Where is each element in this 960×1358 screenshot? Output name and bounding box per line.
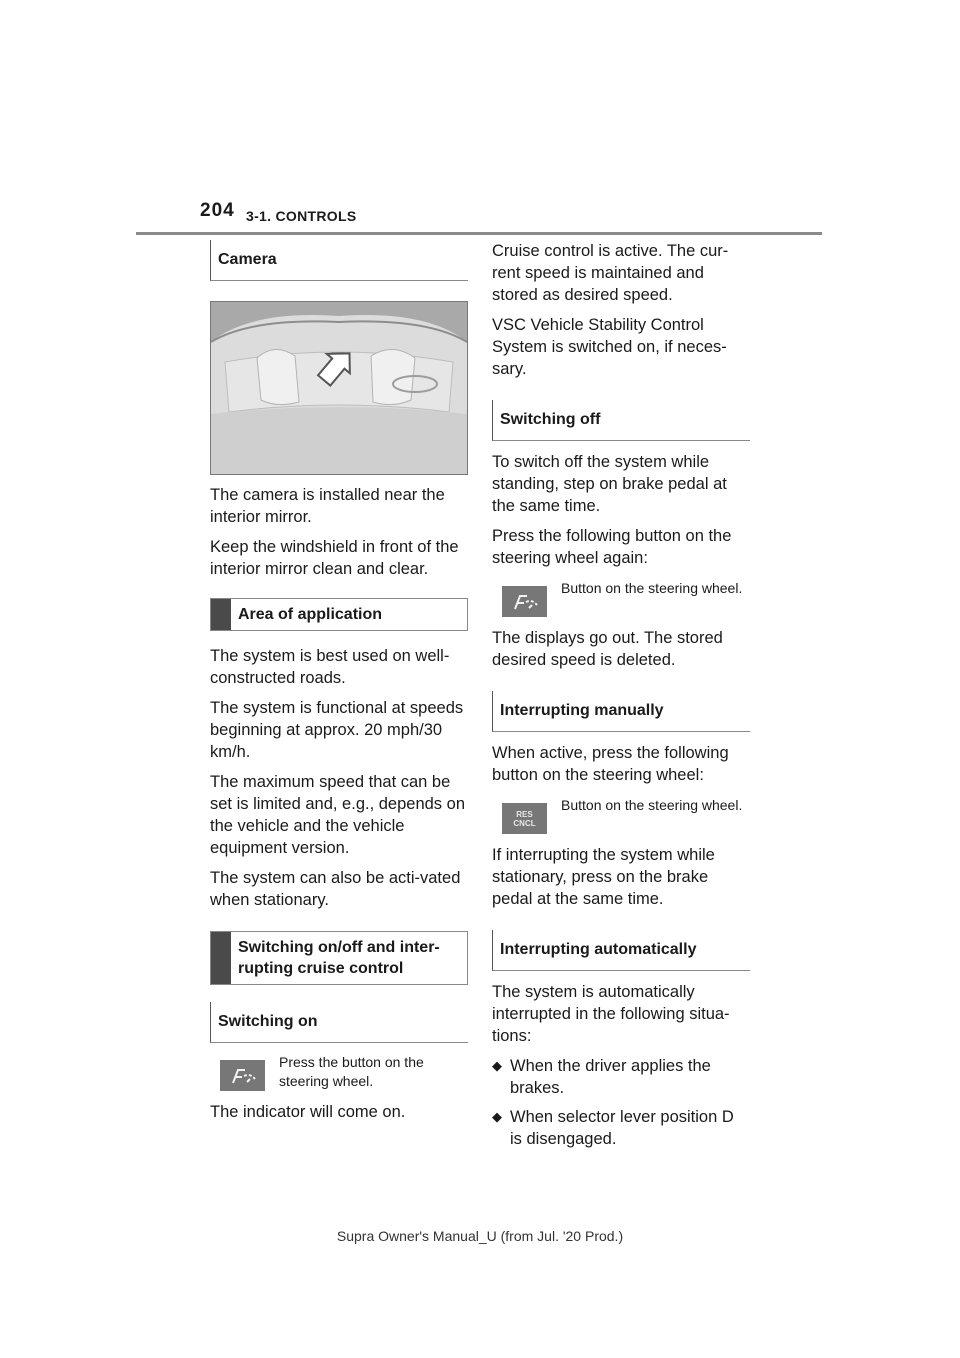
switching-off-text-1: To switch off the system while standing, step on brake pedal at the same time.	[492, 453, 727, 515]
diamond-bullet-icon: ◆	[492, 1058, 502, 1073]
interrupting-automatically-heading: Interrupting automatically	[492, 930, 750, 971]
page-number: 204	[200, 200, 235, 221]
cruise-control-icon	[510, 593, 540, 611]
car-interior-image	[211, 302, 467, 474]
switching-off-text-2: Press the following button on the steering wheel again:	[492, 527, 732, 567]
footer-text: Supra Owner's Manual_U (from Jul. '20 Prod.)	[336, 1228, 624, 1244]
interrupting-manually-heading: Interrupting manually	[492, 691, 750, 732]
area-text-4: The system can also be acti-vated when stationary.	[210, 869, 461, 909]
area-text-3: The maximum speed that can be set is limited and, e.g., depends on the vehicle and the vehicle equipment version.	[210, 773, 465, 857]
cruise-control-icon	[228, 1067, 258, 1085]
active-text-1: Cruise control is active. The cur-rent speed is maintained and stored as desired speed.	[492, 242, 729, 304]
interrupting-manually-text-2: If interrupting the system while stationary, press on the brake pedal at the same time.	[492, 846, 715, 908]
heading-bar	[211, 599, 231, 630]
res-cncl-button-label: RES CNCL	[513, 809, 536, 828]
list-item: ◆ When selector lever position D is disengaged.	[492, 1108, 734, 1148]
switching-off-button-caption: Button on the steering wheel.	[561, 580, 743, 596]
heading-bar	[211, 932, 231, 984]
area-heading-text: Area of application	[238, 606, 383, 623]
res-cncl-button	[502, 803, 547, 834]
interruption-conditions-list	[492, 1055, 750, 1150]
cruise-control-button	[220, 1060, 265, 1091]
list-item: ◆ When the driver applies the brakes.	[492, 1057, 711, 1097]
camera-illustration	[210, 301, 468, 475]
switching-on-text: The indicator will come on.	[210, 1103, 406, 1121]
switching-off-button-row	[492, 579, 750, 617]
cruise-control-button	[502, 586, 547, 617]
interrupting-manually-text-1: When active, press the following button on the steering wheel:	[492, 744, 729, 784]
header-divider	[136, 232, 822, 235]
switching-heading-text: Switching on/off and inter-rupting cruise control	[238, 939, 440, 977]
area-heading	[210, 598, 468, 631]
switching-off-heading: Switching off	[492, 400, 750, 441]
interrupting-manually-button-row	[492, 796, 750, 834]
switching-on-button-row	[210, 1053, 468, 1091]
switching-off-text-3: The displays go out. The stored desired speed is deleted.	[492, 629, 723, 669]
switching-on-button-caption: Press the button on the steering wheel.	[279, 1054, 424, 1089]
switching-heading	[210, 931, 468, 985]
camera-text-2: Keep the windshield in front of the interior mirror clean and clear.	[210, 538, 459, 578]
camera-heading: Camera	[210, 240, 468, 281]
interrupting-manually-button-caption: Button on the steering wheel.	[561, 797, 743, 813]
right-column	[492, 240, 750, 1157]
area-text-1: The system is best used on well-constructed roads.	[210, 647, 450, 687]
interrupting-automatically-text: The system is automatically interrupted in the following situa-tions:	[492, 983, 730, 1045]
left-column	[210, 240, 468, 1131]
switching-on-heading: Switching on	[210, 1002, 468, 1043]
camera-text-1: The camera is installed near the interior mirror.	[210, 486, 445, 526]
section-title: 3-1. CONTROLS	[246, 208, 357, 224]
area-text-2: The system is functional at speeds beginning at approx. 20 mph/30 km/h.	[210, 699, 464, 761]
diamond-bullet-icon: ◆	[492, 1109, 502, 1124]
active-text-2: VSC Vehicle Stability Control System is switched on, if neces-sary.	[492, 316, 727, 378]
